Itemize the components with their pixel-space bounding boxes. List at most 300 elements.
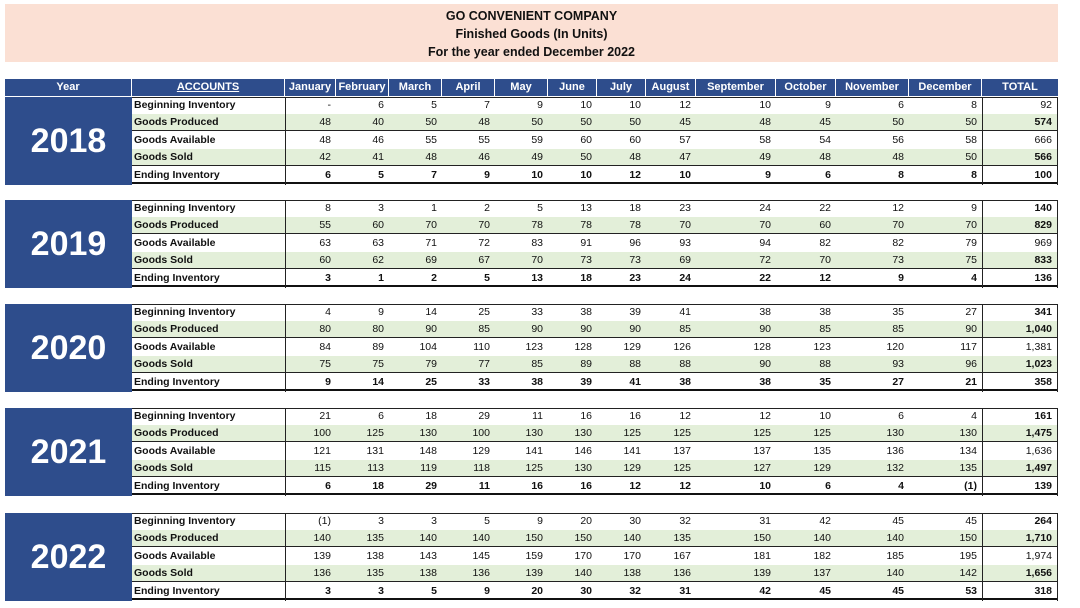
month-value: 79 bbox=[965, 237, 977, 249]
month-value: 170 bbox=[623, 550, 641, 562]
month-value: 38 bbox=[759, 376, 771, 388]
month-value: 140 bbox=[886, 567, 904, 579]
month-value: 135 bbox=[366, 532, 384, 544]
month-value: 128 bbox=[574, 341, 592, 353]
month-value: 12 bbox=[629, 480, 641, 492]
month-value: 70 bbox=[759, 219, 771, 231]
month-value: 90 bbox=[965, 323, 977, 335]
month-value: 150 bbox=[753, 532, 771, 544]
month-value: 70 bbox=[892, 219, 904, 231]
report-period: For the year ended December 2022 bbox=[427, 45, 636, 59]
month-value: 78 bbox=[580, 219, 592, 231]
account-label: Goods Produced bbox=[134, 323, 219, 335]
month-value: 10 bbox=[531, 169, 543, 181]
row-total: 341 bbox=[1034, 306, 1052, 318]
account-label: Goods Sold bbox=[134, 151, 193, 163]
month-value: 39 bbox=[629, 306, 641, 318]
month-value: 129 bbox=[813, 462, 831, 474]
header-october: October bbox=[776, 79, 836, 96]
month-value: 10 bbox=[759, 99, 771, 111]
month-value: 129 bbox=[623, 462, 641, 474]
row-total: 1,656 bbox=[1025, 567, 1052, 579]
month-value: 4 bbox=[898, 480, 904, 492]
month-value: 142 bbox=[959, 567, 977, 579]
month-value: 38 bbox=[580, 306, 592, 318]
month-value: 125 bbox=[525, 462, 543, 474]
header-year: Year bbox=[5, 79, 132, 96]
header-accounts: ACCOUNTS bbox=[132, 79, 285, 96]
table-row bbox=[132, 478, 1058, 495]
month-value: 10 bbox=[759, 480, 771, 492]
month-value: 41 bbox=[629, 376, 641, 388]
month-value: 120 bbox=[886, 341, 904, 353]
month-value: 96 bbox=[629, 237, 641, 249]
month-value: 2 bbox=[484, 202, 490, 214]
month-value: 130 bbox=[419, 427, 437, 439]
month-value: 75 bbox=[372, 358, 384, 370]
month-value: 70 bbox=[679, 219, 691, 231]
month-value: 46 bbox=[478, 151, 490, 163]
month-value: 21 bbox=[965, 376, 977, 388]
month-value: 4 bbox=[971, 410, 977, 422]
month-value: 12 bbox=[819, 272, 831, 284]
month-value: 91 bbox=[580, 237, 592, 249]
account-label: Goods Available bbox=[134, 134, 216, 146]
month-value: 11 bbox=[478, 480, 490, 492]
month-value: 3 bbox=[378, 202, 384, 214]
month-value: 75 bbox=[319, 358, 331, 370]
month-value: 141 bbox=[623, 445, 641, 457]
month-value: 4 bbox=[971, 272, 977, 284]
month-value: 27 bbox=[892, 376, 904, 388]
column-divider bbox=[285, 200, 286, 288]
month-value: 31 bbox=[679, 585, 691, 597]
month-value: 48 bbox=[629, 151, 641, 163]
table-row bbox=[132, 583, 1058, 600]
account-label: Goods Produced bbox=[134, 532, 219, 544]
account-label: Goods Available bbox=[134, 341, 216, 353]
year-block-2018 bbox=[5, 97, 1058, 185]
row-total: 1,475 bbox=[1025, 427, 1052, 439]
block-right-border bbox=[1057, 200, 1058, 288]
account-label: Ending Inventory bbox=[134, 272, 220, 284]
month-value: 59 bbox=[531, 134, 543, 146]
account-label: Goods Produced bbox=[134, 427, 219, 439]
table-row bbox=[132, 460, 1058, 477]
month-value: 185 bbox=[886, 550, 904, 562]
month-value: 50 bbox=[580, 151, 592, 163]
month-value: 150 bbox=[574, 532, 592, 544]
month-value: 5 bbox=[484, 272, 490, 284]
company-name: GO CONVENIENT COMPANY bbox=[445, 9, 618, 23]
block-right-border bbox=[1057, 97, 1058, 185]
month-value: 6 bbox=[898, 99, 904, 111]
month-value: 70 bbox=[819, 254, 831, 266]
month-value: 16 bbox=[629, 410, 641, 422]
month-value: 24 bbox=[759, 202, 771, 214]
month-value: 18 bbox=[372, 480, 384, 492]
header-may: May bbox=[495, 79, 548, 96]
table-row bbox=[132, 270, 1058, 287]
month-value: 56 bbox=[892, 134, 904, 146]
row-total: 1,974 bbox=[1025, 550, 1052, 562]
month-value: 53 bbox=[965, 585, 977, 597]
month-value: 90 bbox=[759, 358, 771, 370]
year-label: 2019 bbox=[5, 200, 132, 288]
month-value: 88 bbox=[629, 358, 641, 370]
month-value: 6 bbox=[378, 99, 384, 111]
month-value: 29 bbox=[425, 480, 437, 492]
month-value: 42 bbox=[819, 515, 831, 527]
month-value: 123 bbox=[525, 341, 543, 353]
month-value: 135 bbox=[959, 462, 977, 474]
row-total: 264 bbox=[1034, 515, 1052, 527]
month-value: 125 bbox=[673, 427, 691, 439]
month-value: 38 bbox=[679, 376, 691, 388]
month-value: 38 bbox=[819, 306, 831, 318]
month-value: 80 bbox=[319, 323, 331, 335]
month-value: 45 bbox=[965, 515, 977, 527]
month-value: 48 bbox=[319, 134, 331, 146]
month-value: 88 bbox=[679, 358, 691, 370]
month-value: 12 bbox=[892, 202, 904, 214]
column-divider bbox=[982, 513, 983, 601]
header-september: September bbox=[696, 79, 776, 96]
month-value: 90 bbox=[629, 323, 641, 335]
month-value: 72 bbox=[478, 237, 490, 249]
account-label: Goods Available bbox=[134, 550, 216, 562]
month-value: 88 bbox=[819, 358, 831, 370]
month-value: 143 bbox=[419, 550, 437, 562]
month-value: 136 bbox=[313, 567, 331, 579]
month-value: 50 bbox=[531, 116, 543, 128]
month-value: 42 bbox=[319, 151, 331, 163]
month-value: 80 bbox=[372, 323, 384, 335]
report-name: Finished Goods (In Units) bbox=[455, 27, 608, 41]
account-label: Goods Available bbox=[134, 237, 216, 249]
month-value: 138 bbox=[366, 550, 384, 562]
month-value: 104 bbox=[419, 341, 437, 353]
month-value: 25 bbox=[425, 376, 437, 388]
month-value: 12 bbox=[759, 410, 771, 422]
month-value: 135 bbox=[366, 567, 384, 579]
month-value: 85 bbox=[819, 323, 831, 335]
month-value: 58 bbox=[759, 134, 771, 146]
month-value: 54 bbox=[819, 134, 831, 146]
table-row bbox=[132, 252, 1058, 269]
block-right-border bbox=[1057, 513, 1058, 601]
month-value: 48 bbox=[819, 151, 831, 163]
month-value: 5 bbox=[431, 99, 437, 111]
month-value: 1 bbox=[378, 272, 384, 284]
account-label: Goods Produced bbox=[134, 219, 219, 231]
month-value: 30 bbox=[580, 585, 592, 597]
month-value: 16 bbox=[580, 480, 592, 492]
table-row bbox=[132, 217, 1058, 234]
row-total: 139 bbox=[1034, 480, 1052, 492]
month-value: 33 bbox=[531, 306, 543, 318]
month-value: 48 bbox=[425, 151, 437, 163]
month-value: 127 bbox=[753, 462, 771, 474]
month-value: 85 bbox=[679, 323, 691, 335]
table-row bbox=[132, 200, 1058, 217]
header-june: June bbox=[548, 79, 597, 96]
month-value: 69 bbox=[679, 254, 691, 266]
column-divider bbox=[285, 513, 286, 601]
table-row bbox=[132, 443, 1058, 460]
row-total: 92 bbox=[1040, 99, 1052, 111]
month-value: 10 bbox=[580, 169, 592, 181]
report-title-box bbox=[5, 4, 1058, 62]
account-label: Goods Sold bbox=[134, 462, 193, 474]
month-value: 85 bbox=[531, 358, 543, 370]
month-value: 150 bbox=[525, 532, 543, 544]
year-label: 2021 bbox=[5, 408, 132, 496]
month-value: 130 bbox=[525, 427, 543, 439]
month-value: 48 bbox=[759, 116, 771, 128]
month-value: 50 bbox=[965, 151, 977, 163]
table-header bbox=[5, 79, 1058, 96]
month-value: 182 bbox=[813, 550, 831, 562]
month-value: 50 bbox=[629, 116, 641, 128]
month-value: 93 bbox=[679, 237, 691, 249]
month-value: 72 bbox=[759, 254, 771, 266]
month-value: 136 bbox=[886, 445, 904, 457]
month-value: 78 bbox=[629, 219, 641, 231]
month-value: 49 bbox=[531, 151, 543, 163]
month-value: 94 bbox=[759, 237, 771, 249]
month-value: 9 bbox=[484, 585, 490, 597]
row-total: 100 bbox=[1034, 169, 1052, 181]
month-value: 131 bbox=[366, 445, 384, 457]
header-august: August bbox=[646, 79, 696, 96]
account-label: Ending Inventory bbox=[134, 585, 220, 597]
month-value: 6 bbox=[825, 169, 831, 181]
column-divider bbox=[285, 304, 286, 392]
month-value: 121 bbox=[313, 445, 331, 457]
table-row bbox=[132, 513, 1058, 530]
month-value: 12 bbox=[679, 480, 691, 492]
month-value: 48 bbox=[478, 116, 490, 128]
month-value: 58 bbox=[965, 134, 977, 146]
month-value: 8 bbox=[325, 202, 331, 214]
month-value: 135 bbox=[673, 532, 691, 544]
month-value: 12 bbox=[629, 169, 641, 181]
table-row bbox=[132, 149, 1058, 166]
month-value: 167 bbox=[673, 550, 691, 562]
row-total: 1,636 bbox=[1025, 445, 1052, 457]
column-divider bbox=[285, 97, 286, 185]
header-march: March bbox=[389, 79, 442, 96]
account-label: Beginning Inventory bbox=[134, 515, 236, 527]
month-value: 23 bbox=[679, 202, 691, 214]
month-value: 55 bbox=[319, 219, 331, 231]
month-value: 6 bbox=[325, 480, 331, 492]
month-value: 35 bbox=[819, 376, 831, 388]
row-total: 1,040 bbox=[1025, 323, 1052, 335]
table-row bbox=[132, 304, 1058, 321]
month-value: 145 bbox=[472, 550, 490, 562]
account-label: Beginning Inventory bbox=[134, 410, 236, 422]
row-total: 1,023 bbox=[1025, 358, 1052, 370]
month-value: 90 bbox=[580, 323, 592, 335]
month-value: 20 bbox=[531, 585, 543, 597]
month-value: 129 bbox=[472, 445, 490, 457]
month-value: 8 bbox=[898, 169, 904, 181]
month-value: 125 bbox=[623, 427, 641, 439]
header-december: December bbox=[909, 79, 982, 96]
month-value: 6 bbox=[898, 410, 904, 422]
month-value: 45 bbox=[819, 585, 831, 597]
month-value: 23 bbox=[629, 272, 641, 284]
column-divider bbox=[982, 408, 983, 496]
month-value: 42 bbox=[759, 585, 771, 597]
year-label: 2020 bbox=[5, 304, 132, 392]
month-value: 6 bbox=[825, 480, 831, 492]
month-value: 129 bbox=[623, 341, 641, 353]
month-value: 62 bbox=[372, 254, 384, 266]
month-value: 32 bbox=[679, 515, 691, 527]
month-value: 60 bbox=[629, 134, 641, 146]
month-value: 55 bbox=[425, 134, 437, 146]
month-value: 181 bbox=[753, 550, 771, 562]
month-value: 137 bbox=[813, 567, 831, 579]
month-value: 93 bbox=[892, 358, 904, 370]
month-value: 125 bbox=[813, 427, 831, 439]
month-value: 10 bbox=[580, 99, 592, 111]
month-value: 50 bbox=[965, 116, 977, 128]
month-value: 45 bbox=[679, 116, 691, 128]
month-value: 90 bbox=[425, 323, 437, 335]
month-value: 25 bbox=[478, 306, 490, 318]
month-value: 9 bbox=[537, 515, 543, 527]
month-value: 136 bbox=[673, 567, 691, 579]
month-value: 130 bbox=[574, 427, 592, 439]
month-value: 60 bbox=[319, 254, 331, 266]
month-value: 10 bbox=[629, 99, 641, 111]
table-row bbox=[132, 374, 1058, 391]
month-value: 170 bbox=[574, 550, 592, 562]
table-row bbox=[132, 339, 1058, 356]
month-value: 24 bbox=[679, 272, 691, 284]
month-value: 48 bbox=[319, 116, 331, 128]
month-value: 45 bbox=[892, 585, 904, 597]
month-value: 140 bbox=[623, 532, 641, 544]
table-row bbox=[132, 167, 1058, 184]
month-value: 117 bbox=[960, 341, 977, 353]
table-row bbox=[132, 565, 1058, 582]
month-value: 3 bbox=[378, 585, 384, 597]
month-value: 125 bbox=[673, 462, 691, 474]
month-value: 35 bbox=[892, 306, 904, 318]
month-value: 137 bbox=[673, 445, 691, 457]
month-value: 128 bbox=[753, 341, 771, 353]
column-divider bbox=[982, 304, 983, 392]
month-value: 118 bbox=[473, 462, 490, 474]
month-value: 130 bbox=[959, 427, 977, 439]
table-row bbox=[132, 530, 1058, 547]
month-value: 85 bbox=[892, 323, 904, 335]
month-value: 22 bbox=[819, 202, 831, 214]
month-value: 48 bbox=[892, 151, 904, 163]
month-value: 69 bbox=[425, 254, 437, 266]
month-value: 82 bbox=[892, 237, 904, 249]
row-total: 318 bbox=[1034, 585, 1052, 597]
month-value: (1) bbox=[318, 515, 331, 527]
month-value: 5 bbox=[484, 515, 490, 527]
month-value: 8 bbox=[971, 99, 977, 111]
month-value: 96 bbox=[965, 358, 977, 370]
row-total: 574 bbox=[1034, 116, 1052, 128]
month-value: 63 bbox=[372, 237, 384, 249]
header-total: TOTAL bbox=[1002, 81, 1038, 93]
month-value: 159 bbox=[525, 550, 543, 562]
month-value: 139 bbox=[313, 550, 331, 562]
month-value: 8 bbox=[971, 169, 977, 181]
month-value: 100 bbox=[313, 427, 331, 439]
month-value: 5 bbox=[378, 169, 384, 181]
month-value: 9 bbox=[325, 376, 331, 388]
row-total: 1,710 bbox=[1025, 532, 1052, 544]
month-value: 7 bbox=[431, 169, 437, 181]
row-total: 358 bbox=[1034, 376, 1052, 388]
month-value: 29 bbox=[478, 410, 490, 422]
account-label: Ending Inventory bbox=[134, 169, 220, 181]
month-value: 123 bbox=[813, 341, 831, 353]
account-label: Goods Produced bbox=[134, 116, 219, 128]
month-value: 41 bbox=[372, 151, 384, 163]
month-value: 125 bbox=[366, 427, 384, 439]
month-value: 140 bbox=[313, 532, 331, 544]
month-value: 45 bbox=[892, 515, 904, 527]
month-value: 130 bbox=[886, 427, 904, 439]
month-value: 89 bbox=[372, 341, 384, 353]
month-value: 12 bbox=[679, 99, 691, 111]
account-label: Beginning Inventory bbox=[134, 306, 236, 318]
row-total: 666 bbox=[1034, 134, 1052, 146]
block-right-border bbox=[1057, 408, 1058, 496]
row-total: 1,381 bbox=[1025, 341, 1052, 353]
month-value: 110 bbox=[473, 341, 490, 353]
month-value: 89 bbox=[580, 358, 592, 370]
month-value: 2 bbox=[431, 272, 437, 284]
header-november: November bbox=[836, 79, 909, 96]
year-block-2019 bbox=[5, 200, 1058, 288]
month-value: 130 bbox=[574, 462, 592, 474]
month-value: 137 bbox=[753, 445, 771, 457]
column-divider bbox=[982, 200, 983, 288]
month-value: 138 bbox=[623, 567, 641, 579]
month-value: (1) bbox=[964, 480, 977, 492]
table-row bbox=[132, 132, 1058, 149]
month-value: 140 bbox=[472, 532, 490, 544]
month-value: 9 bbox=[537, 99, 543, 111]
month-value: 195 bbox=[959, 550, 977, 562]
month-value: 33 bbox=[478, 376, 490, 388]
month-value: 3 bbox=[431, 515, 437, 527]
account-label: Goods Sold bbox=[134, 254, 193, 266]
month-value: 18 bbox=[580, 272, 592, 284]
row-total: 161 bbox=[1034, 410, 1052, 422]
table-row bbox=[132, 408, 1058, 425]
month-value: 60 bbox=[580, 134, 592, 146]
month-value: 9 bbox=[898, 272, 904, 284]
month-value: 39 bbox=[580, 376, 592, 388]
month-value: 139 bbox=[753, 567, 771, 579]
month-value: 9 bbox=[765, 169, 771, 181]
month-value: 132 bbox=[886, 462, 904, 474]
month-value: 14 bbox=[425, 306, 437, 318]
